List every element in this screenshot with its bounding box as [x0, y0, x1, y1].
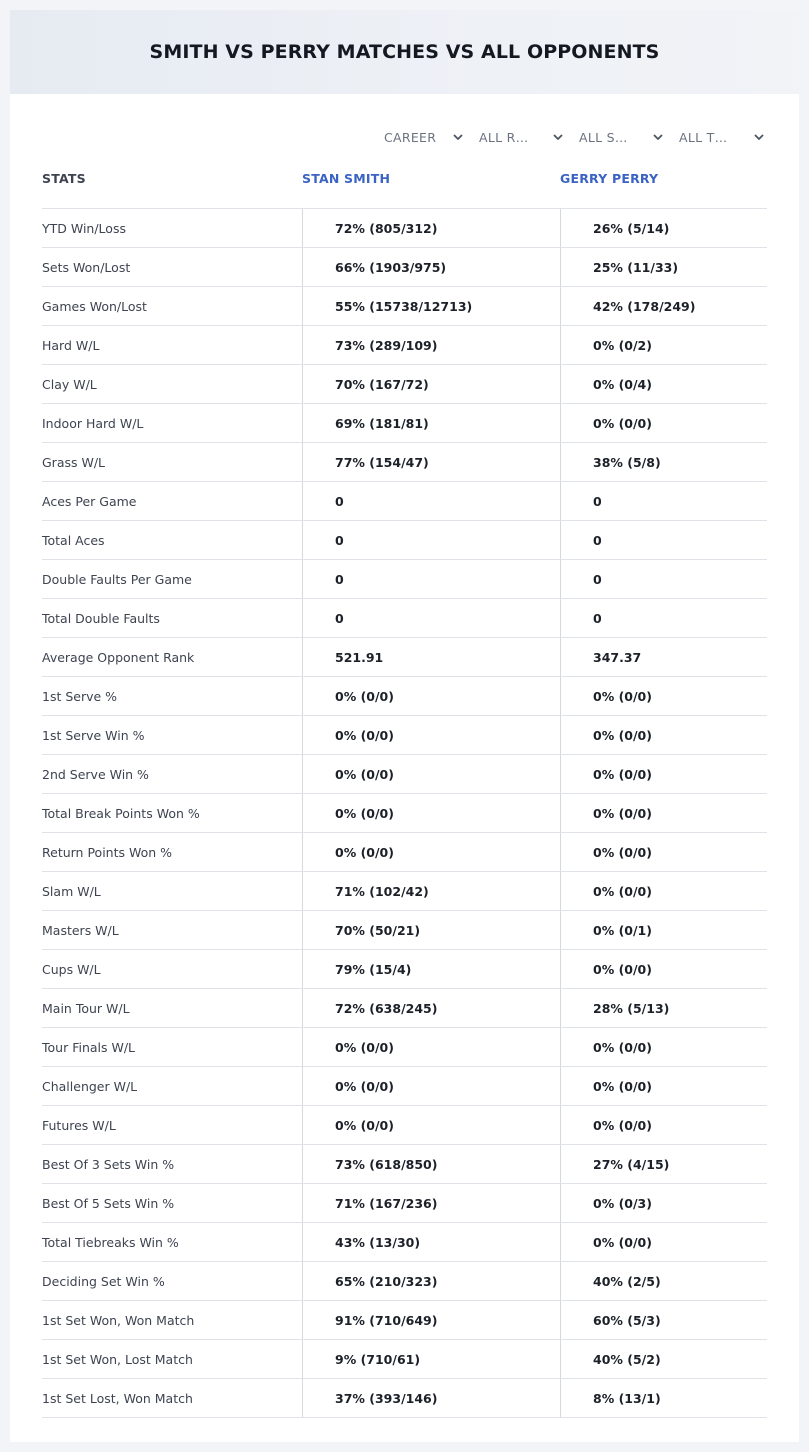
table-row — [42, 716, 767, 755]
column-header-player1-link[interactable]: STAN SMITH — [302, 171, 391, 186]
player1-value: 0% (0/0) — [302, 794, 560, 832]
table-row — [42, 1184, 767, 1223]
table-row — [42, 677, 767, 716]
player2-value: 0 — [560, 599, 767, 637]
stat-label: Grass W/L — [42, 454, 106, 470]
table-row — [42, 443, 767, 482]
table-row — [42, 1028, 767, 1067]
page-title: SMITH VS PERRY MATCHES VS ALL OPPONENTS — [149, 41, 660, 63]
filter-round-select[interactable] — [479, 126, 564, 148]
player2-value: 26% (5/14) — [560, 209, 767, 247]
player2-value: 0% (0/4) — [560, 365, 767, 403]
player2-value: 25% (11/33) — [560, 248, 767, 286]
player2-value: 0% (0/0) — [560, 794, 767, 832]
chevron-down-icon — [552, 131, 564, 143]
stat-label: Best Of 3 Sets Win % — [42, 1156, 175, 1172]
player1-value: 43% (13/30) — [302, 1223, 560, 1261]
player2-value: 0% (0/0) — [560, 716, 767, 754]
table-row — [42, 404, 767, 443]
player2-value: 42% (178/249) — [560, 287, 767, 325]
table-row — [42, 911, 767, 950]
filter-tournament-value: ALL T… — [679, 129, 728, 145]
player1-value: 0 — [302, 521, 560, 559]
stats-table — [42, 208, 767, 1418]
player2-value: 8% (13/1) — [560, 1379, 767, 1417]
stat-label: Futures W/L — [42, 1117, 116, 1133]
table-row — [42, 560, 767, 599]
stat-label: Cups W/L — [42, 961, 101, 977]
player1-value: 71% (167/236) — [302, 1184, 560, 1222]
stat-label: Aces Per Game — [42, 493, 137, 509]
table-row — [42, 1067, 767, 1106]
stat-label: Total Aces — [42, 532, 105, 548]
table-row — [42, 1262, 767, 1301]
player2-value: 28% (5/13) — [560, 989, 767, 1027]
stat-label: Total Double Faults — [42, 610, 160, 626]
player1-value: 71% (102/42) — [302, 872, 560, 910]
chevron-down-icon — [652, 131, 664, 143]
player1-value: 37% (393/146) — [302, 1379, 560, 1417]
player1-value: 0 — [302, 560, 560, 598]
player1-value: 0% (0/0) — [302, 716, 560, 754]
player1-value: 72% (638/245) — [302, 989, 560, 1027]
player2-value: 0% (0/0) — [560, 404, 767, 442]
stat-label: YTD Win/Loss — [42, 220, 126, 236]
stat-label: Challenger W/L — [42, 1078, 138, 1094]
player1-value: 0 — [302, 482, 560, 520]
table-row — [42, 521, 767, 560]
player1-value: 0% (0/0) — [302, 1067, 560, 1105]
player1-value: 73% (289/109) — [302, 326, 560, 364]
page-header — [10, 10, 799, 94]
table-row — [42, 326, 767, 365]
player1-value: 0% (0/0) — [302, 833, 560, 871]
table-row — [42, 1106, 767, 1145]
player2-value: 0 — [560, 482, 767, 520]
table-row — [42, 1223, 767, 1262]
table-row — [42, 599, 767, 638]
player1-value: 521.91 — [302, 638, 560, 676]
table-row — [42, 638, 767, 677]
stat-label: Best Of 5 Sets Win % — [42, 1195, 175, 1211]
player2-value: 0% (0/0) — [560, 1028, 767, 1066]
player1-value: 70% (167/72) — [302, 365, 560, 403]
player1-value: 70% (50/21) — [302, 911, 560, 949]
table-row — [42, 950, 767, 989]
player1-value: 0% (0/0) — [302, 1028, 560, 1066]
player2-value: 0% (0/2) — [560, 326, 767, 364]
player1-value: 65% (210/323) — [302, 1262, 560, 1300]
table-row — [42, 872, 767, 911]
column-header-player2-link[interactable]: GERRY PERRY — [560, 171, 659, 186]
filter-period-select[interactable] — [384, 126, 464, 148]
chevron-down-icon — [452, 131, 464, 143]
table-row — [42, 482, 767, 521]
table-row — [42, 794, 767, 833]
stat-label: Total Break Points Won % — [42, 805, 200, 821]
player1-value: 0% (0/0) — [302, 677, 560, 715]
column-header-stats: STATS — [42, 171, 86, 186]
player2-value: 0% (0/0) — [560, 950, 767, 988]
player1-value: 55% (15738/12713) — [302, 287, 560, 325]
table-row — [42, 755, 767, 794]
player1-value: 0% (0/0) — [302, 1106, 560, 1144]
stat-label: Hard W/L — [42, 337, 100, 353]
player2-value: 0% (0/0) — [560, 755, 767, 793]
table-row — [42, 365, 767, 404]
player2-value: 0% (0/0) — [560, 1067, 767, 1105]
player2-value: 0 — [560, 560, 767, 598]
player2-value: 0 — [560, 521, 767, 559]
filter-surface-select[interactable] — [579, 126, 664, 148]
player1-value: 79% (15/4) — [302, 950, 560, 988]
player1-value: 72% (805/312) — [302, 209, 560, 247]
player2-value: 27% (4/15) — [560, 1145, 767, 1183]
filter-round-value: ALL R… — [479, 129, 529, 145]
table-row — [42, 209, 767, 248]
player2-value: 60% (5/3) — [560, 1301, 767, 1339]
table-row — [42, 1145, 767, 1184]
player1-value: 73% (618/850) — [302, 1145, 560, 1183]
player2-value: 40% (5/2) — [560, 1340, 767, 1378]
stat-label: Total Tiebreaks Win % — [42, 1234, 179, 1250]
player2-value: 347.37 — [560, 638, 767, 676]
stat-label: 1st Serve Win % — [42, 727, 145, 743]
table-row — [42, 989, 767, 1028]
player2-value: 0% (0/0) — [560, 1223, 767, 1261]
stat-label: Main Tour W/L — [42, 1000, 130, 1016]
player1-value: 9% (710/61) — [302, 1340, 560, 1378]
stat-label: Games Won/Lost — [42, 298, 147, 314]
stat-label: Tour Finals W/L — [42, 1039, 136, 1055]
stat-label: Double Faults Per Game — [42, 571, 192, 587]
stats-card — [10, 10, 799, 1442]
table-row — [42, 248, 767, 287]
table-row — [42, 1301, 767, 1340]
stat-label: 1st Serve % — [42, 688, 118, 704]
stat-label: 2nd Serve Win % — [42, 766, 149, 782]
player2-value: 40% (2/5) — [560, 1262, 767, 1300]
player1-value: 66% (1903/975) — [302, 248, 560, 286]
stat-label: 1st Set Lost, Won Match — [42, 1390, 193, 1406]
filter-tournament-select[interactable] — [679, 126, 765, 148]
table-row — [42, 833, 767, 872]
player1-value: 69% (181/81) — [302, 404, 560, 442]
table-row — [42, 287, 767, 326]
stat-label: Masters W/L — [42, 922, 119, 938]
filter-bar — [10, 126, 799, 148]
stat-label: Clay W/L — [42, 376, 97, 392]
player2-value: 38% (5/8) — [560, 443, 767, 481]
player1-value: 0% (0/0) — [302, 755, 560, 793]
player2-value: 0% (0/0) — [560, 677, 767, 715]
player2-value: 0% (0/0) — [560, 872, 767, 910]
player1-value: 0 — [302, 599, 560, 637]
table-row — [42, 1340, 767, 1379]
player2-value: 0% (0/0) — [560, 833, 767, 871]
player2-value: 0% (0/0) — [560, 1106, 767, 1144]
stat-label: Slam W/L — [42, 883, 101, 899]
stat-label: 1st Set Won, Won Match — [42, 1312, 195, 1328]
filter-surface-value: ALL S… — [579, 129, 628, 145]
table-row — [42, 1379, 767, 1418]
stat-label: Deciding Set Win % — [42, 1273, 165, 1289]
player2-value: 0% (0/1) — [560, 911, 767, 949]
stat-label: Average Opponent Rank — [42, 649, 195, 665]
filter-period-value: CAREER — [384, 129, 437, 145]
chevron-down-icon — [753, 131, 765, 143]
stat-label: Indoor Hard W/L — [42, 415, 144, 431]
player2-value: 0% (0/3) — [560, 1184, 767, 1222]
stat-label: Return Points Won % — [42, 844, 173, 860]
player1-value: 77% (154/47) — [302, 443, 560, 481]
stat-label: 1st Set Won, Lost Match — [42, 1351, 193, 1367]
stat-label: Sets Won/Lost — [42, 259, 131, 275]
player1-value: 91% (710/649) — [302, 1301, 560, 1339]
